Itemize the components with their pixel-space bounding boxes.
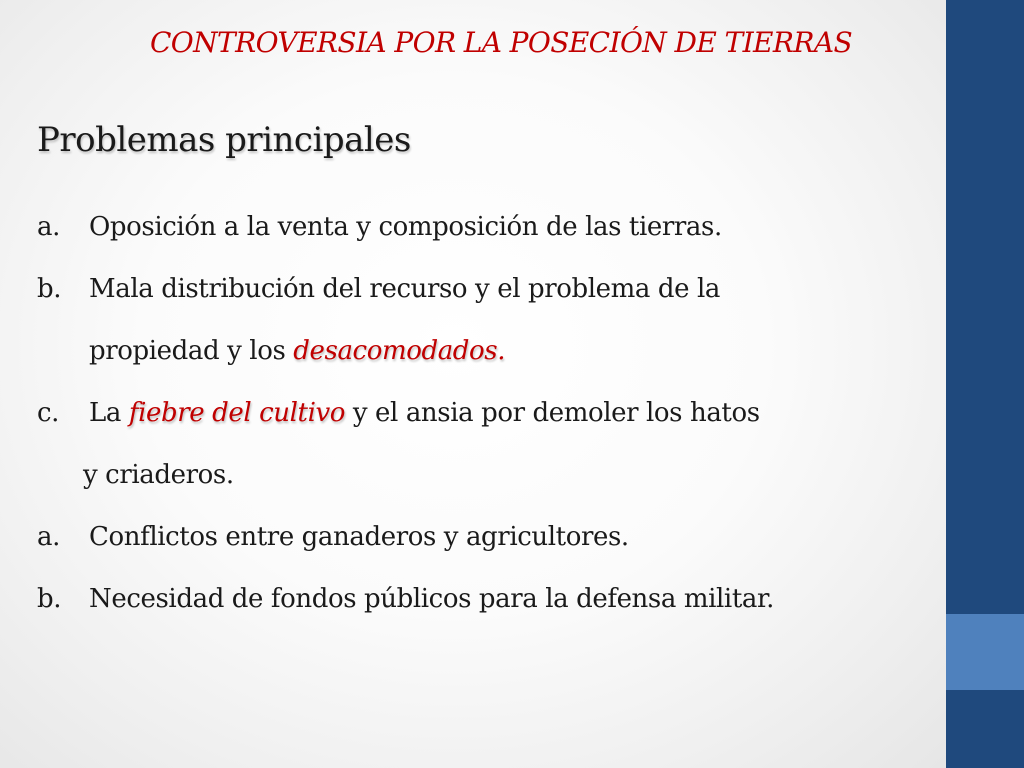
emphasis-fiebre-del-cultivo: fiebre del cultivo	[128, 398, 346, 428]
list-item-continuation	[37, 444, 937, 506]
list-item-text	[89, 382, 760, 444]
emphasis-desacomodados: desacomodados.	[293, 336, 506, 366]
list-marker: b.	[37, 584, 62, 614]
list-item-text: Mala distribución del recurso y el problema de la	[89, 274, 720, 304]
list-marker: c.	[37, 398, 60, 428]
list-item-text: Oposición a la venta y composición de las tierras.	[89, 212, 722, 242]
text-after-emphasis: y el ansia por demoler los hatos	[345, 398, 760, 428]
list-item	[37, 196, 937, 258]
list-marker: b.	[37, 274, 62, 304]
continuation-text: propiedad y los	[89, 336, 294, 366]
list-item	[37, 506, 937, 568]
sidebar-accent-band	[946, 614, 1024, 690]
list-item-text: Conflictos entre ganaderos y agricultores.	[89, 522, 629, 552]
problems-list	[37, 196, 937, 630]
text-before-emphasis: La	[89, 398, 129, 428]
list-marker: a.	[37, 212, 60, 242]
section-heading: Problemas principales	[37, 120, 411, 160]
sidebar-decoration	[946, 0, 1024, 768]
list-item	[37, 568, 937, 630]
list-item	[37, 258, 937, 320]
list-marker: a.	[37, 522, 60, 552]
list-item-text: Necesidad de fondos públicos para la defensa militar.	[89, 584, 775, 614]
list-item	[37, 382, 937, 444]
slide-title: CONTROVERSIA POR LA POSECIÓN DE TIERRAS	[149, 26, 853, 59]
list-item-text-continuation: y criaderos.	[83, 460, 234, 490]
list-item-continuation	[37, 320, 937, 382]
list-item-text-continuation	[89, 320, 505, 382]
